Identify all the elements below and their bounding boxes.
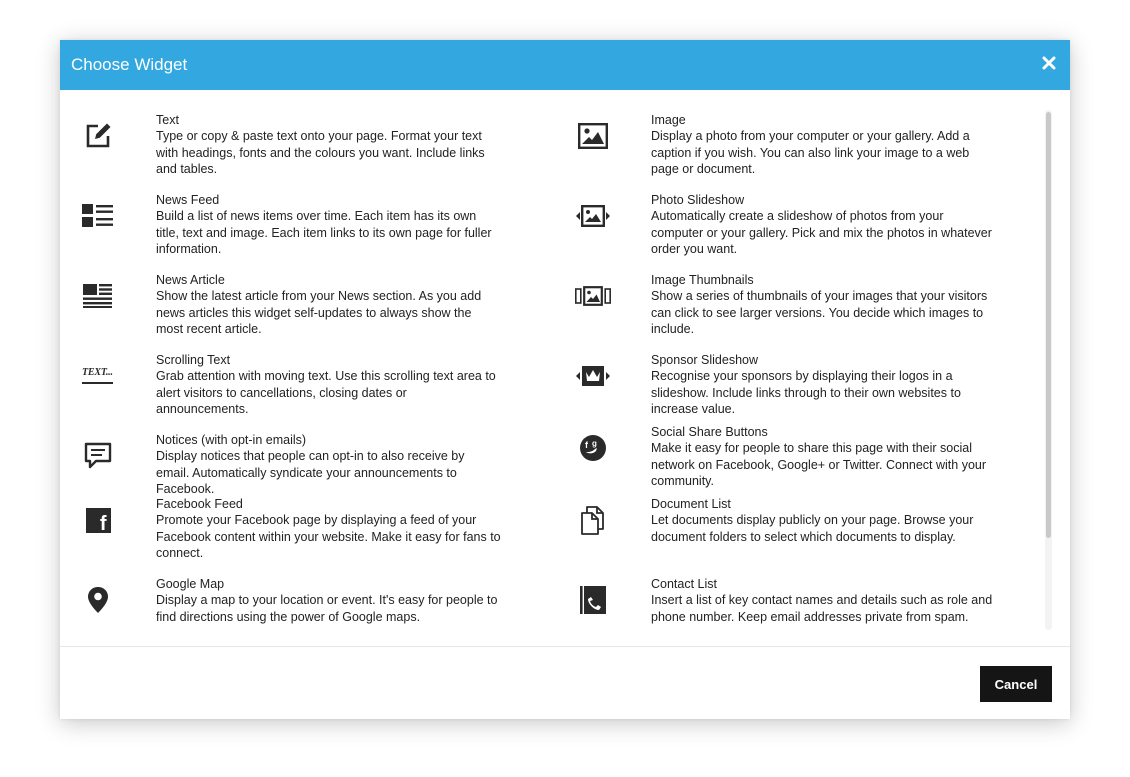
scrolling-text-icon xyxy=(68,352,128,400)
widget-title: Contact List xyxy=(651,577,718,591)
svg-text:f: f xyxy=(585,440,588,450)
widget-title: Notices (with opt-in emails) xyxy=(156,433,307,447)
widget-title: News Feed xyxy=(156,193,220,207)
map-pin-icon xyxy=(68,576,128,624)
widget-title: Scrolling Text xyxy=(156,353,231,367)
facebook-icon-letter: f xyxy=(99,512,107,533)
widget-google-map[interactable] xyxy=(68,576,498,636)
widget-description: Insert a list of key contact names and details such as role and phone number. Keep email addresses private from spam. xyxy=(651,593,993,624)
widget-title: Google Map xyxy=(156,577,225,591)
widget-description: Automatically create a slideshow of photos from your computer or your gallery. Pick and mix the photos in whatever order you want. xyxy=(651,209,992,257)
cancel-button[interactable]: Cancel xyxy=(980,666,1052,702)
news-article-icon xyxy=(68,272,128,320)
choose-widget-dialog xyxy=(60,40,1070,719)
widget-document-list[interactable] xyxy=(563,496,983,568)
image-thumbnails-icon xyxy=(563,272,623,320)
widget-description: Type or copy & paste text onto your page. Format your text with headings, fonts and the colours you want. Include links and tables. xyxy=(156,129,485,177)
widget-list xyxy=(60,90,1070,636)
widget-facebook-feed[interactable] xyxy=(68,496,501,568)
widget-description: Let documents display publicly on your page. Browse your document folders to select which documents to display. xyxy=(651,513,974,544)
close-button[interactable] xyxy=(1036,50,1062,76)
widget-scrolling-text[interactable] xyxy=(68,352,496,424)
widget-image[interactable] xyxy=(563,112,983,184)
widget-news-feed[interactable] xyxy=(68,192,492,264)
widget-description: Show the latest article from your News section. As you add news articles this widget self-updates to always show the most recent article. xyxy=(156,289,482,337)
widget-social-share[interactable] xyxy=(563,424,987,496)
widget-description: Grab attention with moving text. Use this scrolling text area to alert visitors to cancellations, closing dates or announcements. xyxy=(156,369,496,417)
dialog-title: Choose Widget xyxy=(71,55,188,74)
image-icon xyxy=(563,112,623,160)
widget-contact-list[interactable] xyxy=(563,576,993,636)
news-feed-icon xyxy=(68,192,128,240)
widget-title: Social Share Buttons xyxy=(651,425,768,439)
widget-description: Display a photo from your computer or your gallery. Add a caption if you wish. You can also link your image to a web page or document. xyxy=(651,129,970,177)
widget-title: Photo Slideshow xyxy=(651,193,745,207)
widget-title: News Article xyxy=(156,273,225,287)
widget-sponsor-slideshow[interactable] xyxy=(563,352,983,424)
widget-title: Text xyxy=(156,113,179,127)
svg-text:g: g xyxy=(592,439,597,448)
close-icon xyxy=(1036,50,1062,76)
scrollbar-thumb[interactable] xyxy=(1046,112,1051,538)
widget-notices[interactable] xyxy=(68,432,488,504)
widget-title: Document List xyxy=(651,497,731,511)
footer-divider xyxy=(60,646,1070,647)
contact-list-icon xyxy=(563,576,623,624)
scrollbar[interactable] xyxy=(1045,110,1052,630)
widget-description: Show a series of thumbnails of your images that your visitors can click to see larger versions. You decide which images to include. xyxy=(651,289,988,337)
widget-description: Display notices that people can opt-in to also receive by email. Automatically syndicate your announcements to Facebook. xyxy=(156,449,465,497)
widget-news-article[interactable] xyxy=(68,272,488,344)
widget-photo-slideshow[interactable] xyxy=(563,192,992,264)
facebook-icon xyxy=(68,496,128,544)
photo-slideshow-icon xyxy=(563,192,623,240)
widget-description: Recognise your sponsors by displaying their logos in a slideshow. Include links through to their own websites to increase value. xyxy=(651,369,961,417)
chat-bubble-icon xyxy=(68,432,128,480)
widget-description: Make it easy for people to share this page with their social network on Facebook, Google+ or Twitter. Connect with your community. xyxy=(651,441,987,489)
widget-image-thumbnails[interactable] xyxy=(563,272,988,344)
widget-title: Sponsor Slideshow xyxy=(651,353,759,367)
document-list-icon xyxy=(563,496,623,544)
widget-description: Display a map to your location or event. It's easy for people to find directions using the power of Google maps. xyxy=(156,593,498,624)
widget-text[interactable] xyxy=(68,112,488,184)
dialog-header xyxy=(60,40,1070,90)
widget-title: Facebook Feed xyxy=(156,497,243,511)
sponsor-slideshow-icon xyxy=(563,352,623,400)
social-share-icon xyxy=(563,424,623,472)
edit-icon xyxy=(68,112,128,160)
widget-title: Image Thumbnails xyxy=(651,273,754,287)
widget-description: Promote your Facebook page by displaying a feed of your Facebook content within your website. Make it easy for fans to connect. xyxy=(156,513,501,561)
scrolling-text-icon-label: TEXT... xyxy=(82,367,113,378)
widget-description: Build a list of news items over time. Each item has its own title, text and image. Each item links to its own page for fuller information. xyxy=(156,209,492,257)
widget-title: Image xyxy=(651,113,686,127)
